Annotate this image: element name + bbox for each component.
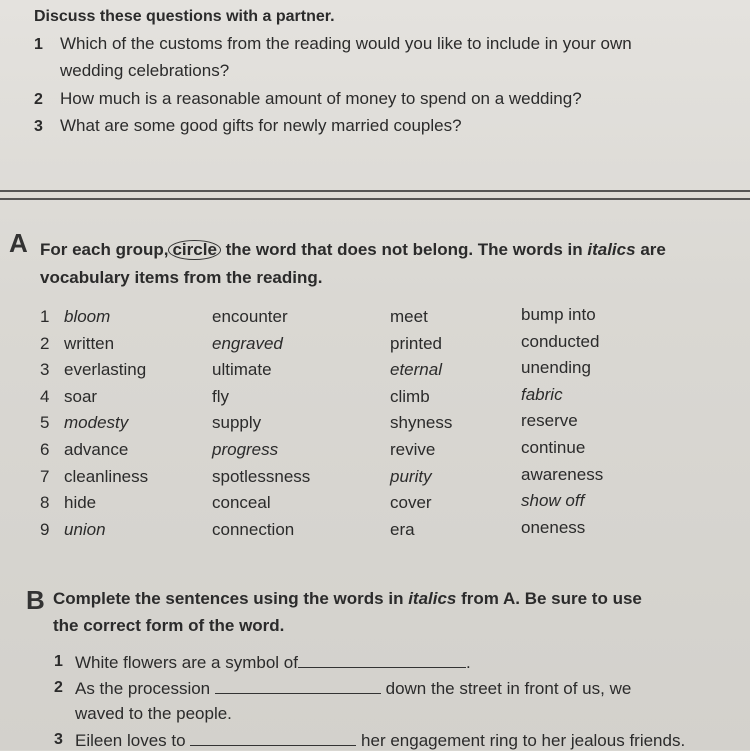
- word-option[interactable]: reserve: [521, 411, 578, 431]
- question-number: 3: [34, 118, 43, 135]
- discuss-question-3-line1: What are some good gifts for newly married couples?: [60, 116, 462, 135]
- instr-text: Complete the sentences using the words in: [53, 589, 404, 608]
- word-option[interactable]: awareness: [521, 464, 604, 484]
- sentence-text: her engagement ring to her jealous friends.: [361, 731, 686, 750]
- word-option[interactable]: bloom: [64, 307, 111, 326]
- instr-italic: italics: [408, 589, 457, 608]
- question-number: 1: [34, 36, 43, 53]
- discuss-question-2: [34, 91, 43, 109]
- section-a-instruction-line2: vocabulary items from the reading.: [40, 268, 323, 287]
- group-number: 7: [40, 466, 50, 486]
- discuss-heading: Discuss these questions with a partner.: [34, 8, 335, 25]
- divider-rule-bottom: [0, 198, 750, 200]
- word-option[interactable]: era: [390, 519, 415, 539]
- word-option[interactable]: fly: [212, 386, 229, 406]
- item-number: 3: [54, 731, 63, 748]
- word-option[interactable]: supply: [212, 413, 262, 433]
- word-option[interactable]: progress: [212, 440, 279, 459]
- sentence-text: down the street in front of us, we: [385, 679, 632, 698]
- word-option[interactable]: everlasting: [64, 360, 147, 380]
- item-number: 1: [54, 653, 63, 670]
- question-number: 2: [34, 91, 43, 108]
- sentence-text: As the procession: [75, 679, 211, 698]
- word-option[interactable]: bump into: [521, 305, 596, 324]
- divider-rule-top: [0, 190, 750, 192]
- word-option[interactable]: cover: [390, 493, 432, 513]
- word-option[interactable]: fabric: [521, 384, 563, 404]
- word-option[interactable]: conducted: [521, 331, 600, 351]
- word-option[interactable]: modesty: [64, 413, 129, 433]
- sentence-1: [75, 651, 471, 673]
- instr-text: the word that does not belong. The words in: [225, 240, 583, 259]
- instr-text: from A. Be sure to use: [461, 589, 642, 608]
- sentence-2-line2: waved to the people.: [75, 704, 232, 723]
- sentence-text: .: [465, 653, 471, 672]
- word-option[interactable]: printed: [390, 333, 442, 353]
- discuss-question-1-line2: wedding celebrations?: [60, 61, 230, 80]
- section-a-letter: A: [9, 228, 28, 258]
- word-option[interactable]: spotlessness: [212, 466, 311, 486]
- group-number: 5: [40, 413, 50, 433]
- word-option[interactable]: soar: [64, 386, 98, 406]
- word-option[interactable]: hide: [64, 493, 97, 513]
- word-option[interactable]: union: [64, 519, 106, 539]
- sentence-3: [75, 729, 685, 751]
- instr-text: are: [640, 240, 666, 259]
- section-b-instruction-line2: the correct form of the word.: [53, 616, 285, 635]
- group-number: 1: [40, 307, 50, 326]
- discuss-question-2-line1: How much is a reasonable amount of money to spend on a wedding?: [60, 89, 582, 108]
- sentence-text: Eileen loves to: [75, 731, 186, 750]
- instr-text: For each group,: [40, 240, 169, 259]
- section-b-letter: B: [26, 585, 45, 615]
- word-option[interactable]: revive: [390, 440, 436, 459]
- word-option[interactable]: shyness: [390, 413, 453, 433]
- answer-blank[interactable]: [190, 729, 356, 746]
- sentence-2: [75, 677, 631, 699]
- word-option[interactable]: show off: [521, 491, 585, 511]
- group-number: 3: [40, 360, 50, 380]
- word-option[interactable]: climb: [390, 386, 430, 406]
- word-option[interactable]: written: [64, 333, 115, 353]
- section-a-instruction-line1: [40, 240, 666, 260]
- word-option[interactable]: purity: [390, 466, 432, 486]
- word-option[interactable]: advance: [64, 440, 129, 459]
- group-number: 4: [40, 386, 50, 406]
- answer-blank[interactable]: [215, 677, 381, 694]
- circled-word: circle: [168, 240, 220, 260]
- group-number: 6: [40, 440, 50, 459]
- word-option[interactable]: ultimate: [212, 360, 272, 380]
- word-option[interactable]: conceal: [212, 493, 271, 513]
- group-number: 8: [40, 493, 50, 513]
- word-option[interactable]: engraved: [212, 333, 283, 353]
- instr-italic: italics: [587, 240, 636, 259]
- section-b-instruction-line1: [53, 589, 642, 609]
- word-option[interactable]: unending: [521, 358, 591, 378]
- answer-blank[interactable]: [298, 651, 466, 668]
- discuss-question-3: [34, 118, 43, 136]
- group-number: 2: [40, 333, 50, 353]
- discuss-question-1: [34, 36, 43, 54]
- item-number: 2: [54, 679, 63, 696]
- word-option[interactable]: continue: [521, 438, 586, 457]
- word-option[interactable]: connection: [212, 519, 295, 539]
- word-option[interactable]: meet: [390, 307, 428, 326]
- group-number: 9: [40, 519, 50, 539]
- word-option[interactable]: eternal: [390, 360, 442, 380]
- word-option[interactable]: encounter: [212, 307, 288, 326]
- discuss-question-1-line1: Which of the customs from the reading would you like to include in your own: [60, 34, 632, 53]
- word-option[interactable]: oneness: [521, 517, 586, 537]
- sentence-text: White flowers are a symbol of: [75, 653, 298, 672]
- word-option[interactable]: cleanliness: [64, 466, 149, 486]
